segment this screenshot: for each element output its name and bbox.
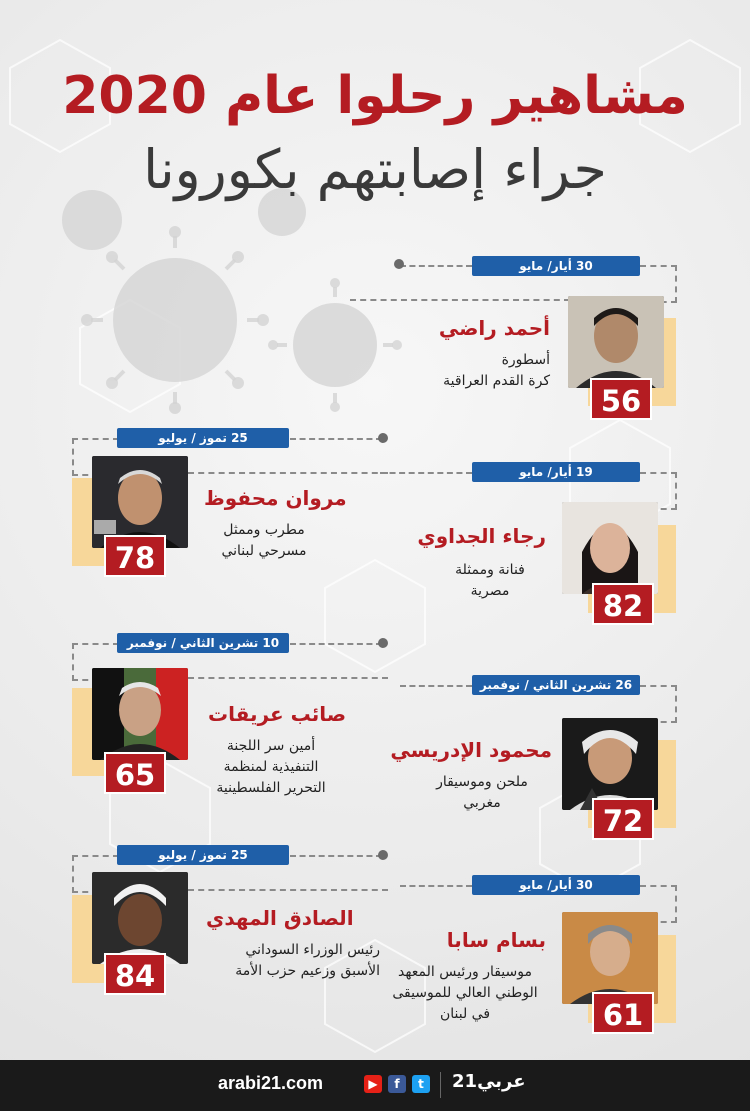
title-line-2: جراء إصابتهم بكورونا — [143, 138, 607, 201]
person-name: صائب عريقات — [208, 702, 347, 726]
timeline-connector — [188, 889, 388, 891]
portrait-photo — [568, 296, 664, 388]
footer-bar — [0, 1060, 750, 1111]
title-line-1: مشاهير رحلوا عام 2020 — [62, 66, 688, 126]
timeline-dot — [378, 638, 388, 648]
portrait-photo — [92, 668, 188, 760]
timeline-connector — [290, 643, 382, 645]
date-badge: 25 تموز / يوليو — [117, 428, 289, 448]
date-badge: 25 تموز / يوليو — [117, 845, 289, 865]
date-badge: 30 أيار/ مايو — [472, 875, 640, 895]
person-description: فنانة وممثلة مصرية — [455, 562, 525, 599]
timeline-connector — [290, 855, 382, 857]
timeline-connector — [400, 885, 472, 887]
age-badge: 65 — [104, 752, 166, 794]
timeline-dot — [394, 259, 404, 269]
age-badge: 72 — [592, 798, 654, 840]
facebook-icon[interactable]: f — [388, 1075, 406, 1093]
person-description: ملحن وموسيقار مغربي — [436, 774, 528, 811]
portrait-photo — [562, 718, 658, 810]
date-badge: 19 أيار/ مايو — [472, 462, 640, 482]
age-badge: 82 — [592, 583, 654, 625]
timeline-connector — [350, 299, 570, 301]
age-badge: 78 — [104, 535, 166, 577]
person-description: موسيقار ورئيس المعهد الوطني العالي للموسيقى في لبنان — [392, 964, 538, 1022]
person-name: محمود الإدريسي — [390, 738, 552, 762]
timeline-connector — [380, 472, 472, 474]
portrait-photo — [92, 872, 188, 964]
age-badge: 56 — [590, 378, 652, 420]
timeline-dot — [378, 850, 388, 860]
divider — [440, 1072, 441, 1098]
date-badge: 30 أيار/ مايو — [472, 256, 640, 276]
person-name: الصادق المهدي — [206, 906, 354, 930]
person-name: أحمد راضي — [438, 316, 550, 340]
timeline-connector — [290, 438, 382, 440]
age-badge: 84 — [104, 953, 166, 995]
timeline-dot — [378, 433, 388, 443]
timeline-connector — [400, 685, 472, 687]
person-name: بسام سابا — [446, 928, 546, 952]
twitter-icon[interactable]: t — [412, 1075, 430, 1093]
person-name: رجاء الجداوي — [417, 524, 546, 548]
timeline-connector — [188, 472, 388, 474]
person-name: مروان محفوظ — [204, 486, 347, 510]
person-description: مطرب وممثل مسرحي لبناني — [221, 522, 307, 559]
date-badge: 26 تشرين الثاني / نوفمبر — [472, 675, 640, 695]
portrait-photo — [562, 502, 658, 594]
youtube-icon[interactable]: ▶ — [364, 1075, 382, 1093]
date-badge: 10 تشرين الثاني / نوفمبر — [117, 633, 289, 653]
brand-logo: عربي21 — [452, 1071, 526, 1092]
timeline-connector — [188, 677, 388, 679]
timeline-connector — [400, 265, 472, 267]
age-badge: 61 — [592, 992, 654, 1034]
person-description: أسطورة كرة القدم العراقية — [443, 352, 550, 389]
person-description: رئيس الوزراء السوداني الأسبق وزعيم حزب الأمة — [235, 942, 380, 979]
person-description: أمين سر اللجنة التنفيذية لمنظمة التحرير الفلسطينية — [216, 738, 326, 796]
site-link[interactable]: arabi21.com — [218, 1073, 324, 1093]
portrait-photo — [562, 912, 658, 1004]
